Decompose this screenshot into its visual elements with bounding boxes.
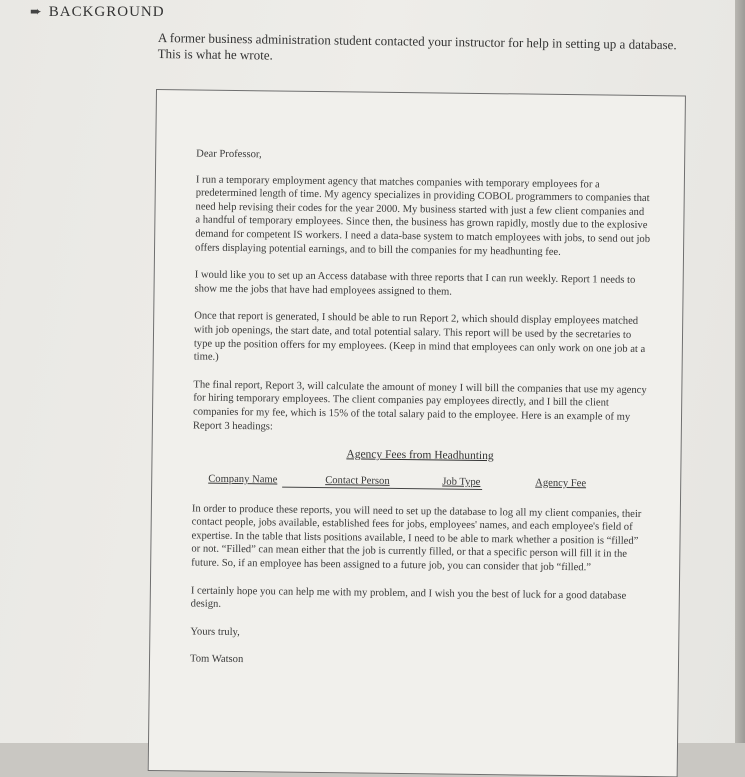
- letter-paragraph-1: I run a temporary employment agency that matches companies with temporary employees for a predetermined length of time. My agency specializes in providing COBOL programmers to companies that need help revising their codes for the year 2000. My business started with just a few client companies and a handful of temporary employees. Since then, the business has grown rapidly, mostly due to the explosive demand for competent IS workers. I need a data-base system to match employees with jobs, to send out job offers displaying potential earnings, and to bill the companies for my headhunting fee.: [194, 174, 651, 258]
- report-title: Agency Fees from Headhunting: [346, 448, 494, 463]
- section-title: BACKGROUND: [48, 4, 165, 20]
- arrow-icon: ➨: [30, 5, 43, 20]
- letter-paragraph-4: The final report, Report 3, will calculate the amount of money I will bill the companies that use my agency for hiring temporary employees. The client companies pay employees directly, and I bill the client companies for my fee, which is 15% of the total salary paid to the employee. Here is an example of my Report 3 headings:: [192, 379, 647, 432]
- letter-paragraph-5: In order to produce these reports, you will need to set up the database to log all my client companies, their contact people, jobs available, established fees for jobs, employees' names, and each employee's field of expertise. In the table that lists positions available, I need to be able to mark whether a position is “filled” or not. “Filled” can mean either that the job is currently filled, or that a specific person will fill it in the future. So, if an employee has been assigned to a future job, you can consider that job “filled.”: [191, 503, 642, 574]
- intro-paragraph: A former business administration student contacted your instructor for help in setting up a database. This is what he wrote.: [157, 30, 677, 63]
- letter-paragraph-3: Once that report is generated, I should be able to run Report 2, which should display employees matched with job openings, the start date, and total potential salary. This report will be used by the secretaries to type up the position offers for my employees. (Keep in mind that employees can only work on one job at a time.): [193, 310, 646, 363]
- section-header: [30, 4, 165, 21]
- letter-body: [190, 147, 651, 686]
- heading-job-type: Job Type: [442, 476, 481, 488]
- letter-signature: Tom Watson: [189, 653, 244, 666]
- letter-paragraph-6: I certainly hope you can help me with my problem, and I wish you the best of luck for a good database design.: [190, 585, 627, 611]
- letter-salutation: Dear Professor,: [196, 148, 262, 161]
- letter-closing: Yours truly,: [190, 626, 240, 638]
- heading-contact-person: Contact Person: [325, 474, 390, 487]
- letter-paragraph-2: I would like you to set up an Access database with three reports that I can run weekly. Report 1 needs to show me the jobs that have had employees assigned to them.: [194, 269, 636, 298]
- report-headings: [192, 472, 647, 494]
- page-edge: [735, 0, 745, 743]
- letter-box: [148, 89, 686, 777]
- heading-company-name: Company Name: [208, 473, 278, 486]
- heading-agency-fee: Agency Fee: [535, 477, 587, 489]
